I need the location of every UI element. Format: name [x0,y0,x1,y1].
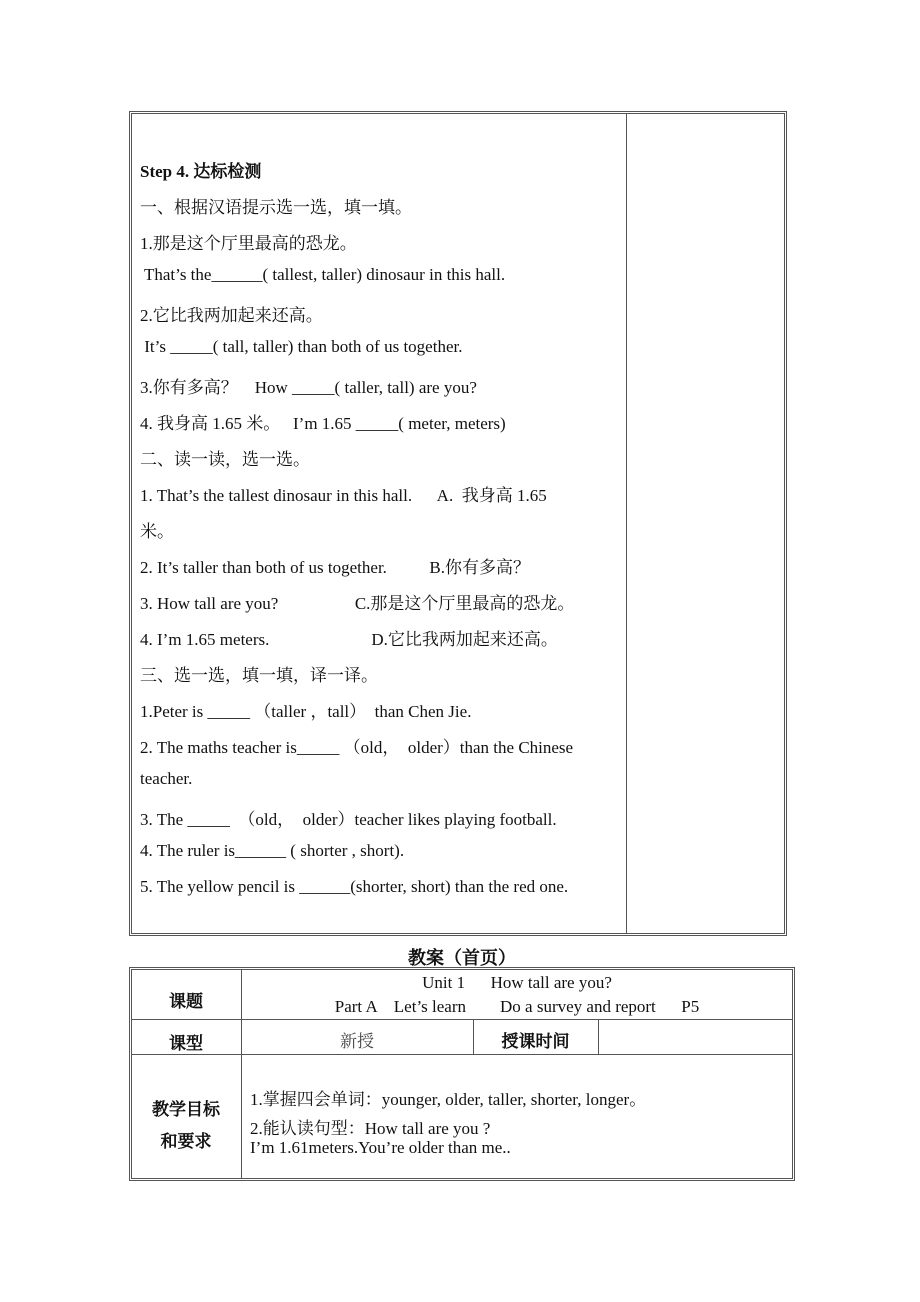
exercise-line: 二、读一读，选一选。 [140,450,310,469]
exercise-line: That’s the______( tallest, taller) dinosaur in this hall. [140,265,506,284]
type-value: 新授 [340,1032,374,1051]
exercise-line: 一、根据汉语提示选一选，填一填。 [140,198,412,217]
exercise-line: teacher. [140,769,193,788]
time-label: 授课时间 [501,1032,570,1051]
goal-1: 1.掌握四会单词：younger, older, taller, shorter, longer。 [250,1090,647,1109]
goal-label-1: 教学目标 [152,1100,220,1119]
exercise-line: 1.Peter is _____ （taller ，tall） than Chen Jie. [140,702,472,721]
topic-line1: Unit 1 How tall are you? [422,973,612,992]
type-label: 课型 [169,1034,203,1053]
exercise-line: 4. 我身高 1.65 米。 I’m 1.65 _____( meter, meters) [140,414,506,433]
divider [131,1019,793,1020]
exercise-line: 1.那是这个厅里最高的恐龙。 [140,234,357,253]
divider [598,1020,599,1054]
exercise-line: 2. The maths teacher is_____ （old， older）than the Chinese [140,738,574,757]
divider [131,1054,793,1055]
exercise-line: 2. It’s taller than both of us together. B.你有多高？ [140,558,531,577]
topic-label: 课题 [169,992,203,1011]
column-divider [626,113,627,934]
exercise-line: 2.它比我两加起来还高。 [140,306,323,325]
exercise-line: 3.你有多高？ How _____( taller, tall) are you? [140,378,477,397]
exercise-line: 4. The ruler is______ ( shorter , short). [140,841,405,860]
exercise-line: 米。 [140,522,174,541]
goal-3: I’m 1.61meters.You’re older than me.. [250,1138,511,1157]
goal-2: 2.能认读句型：How tall are you ? [250,1119,491,1138]
exercise-line: 3. How tall are you? C.那是这个厅里最高的恐龙。 [140,594,575,613]
exercise-line: 3. The _____ （old， older）teacher likes playing football. [140,810,557,829]
topic-line2: Part A Let’s learn Do a survey and report P5 [334,997,700,1016]
exercise-line: It’s _____( tall, taller) than both of us together. [140,337,463,356]
plan-title: 教案（首页） [408,948,516,968]
exercise-line: 4. I’m 1.65 meters. D.它比我两加起来还高。 [140,630,558,649]
exercise-line: 5. The yellow pencil is ______(shorter, short) than the red one. [140,877,569,896]
exercise-line: 1. That’s the tallest dinosaur in this hall. A. 我身高 1.65 [140,486,547,505]
goal-label-2: 和要求 [160,1132,212,1151]
exercise-line: 三、选一选，填一填，译一译。 [140,666,378,685]
step-title: Step 4. 达标检测 [140,162,262,181]
